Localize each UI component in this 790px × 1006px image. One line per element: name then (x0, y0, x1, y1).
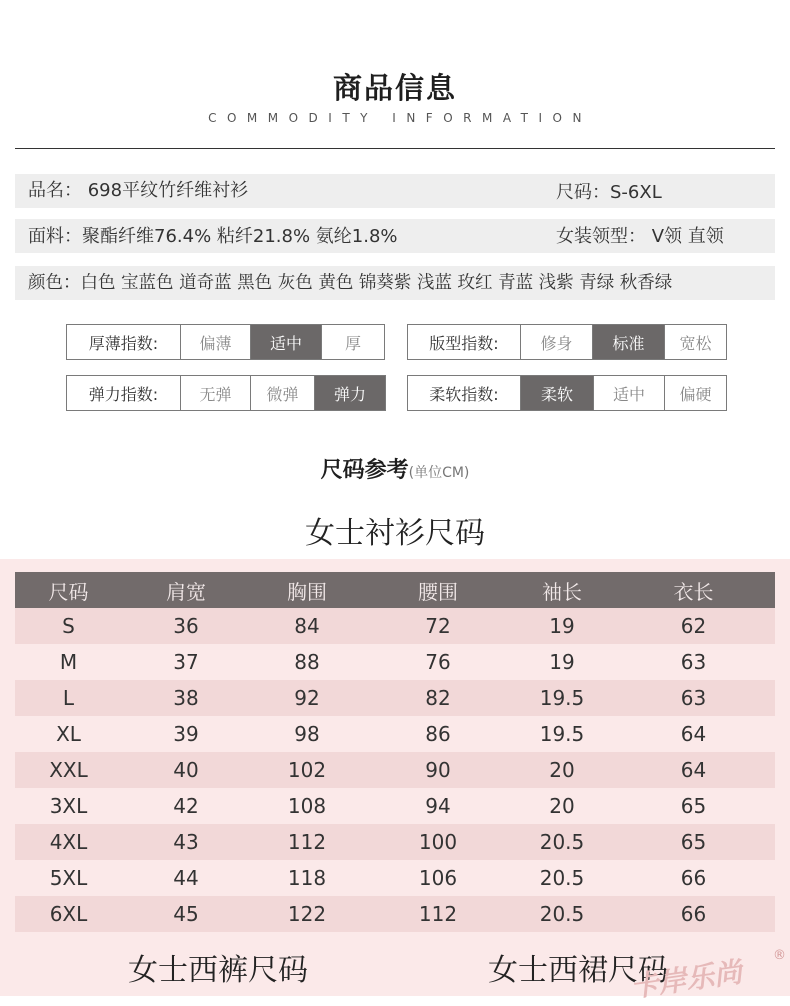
size-range: 尺码：S-6XL (556, 182, 662, 203)
table-cell: 42 (122, 788, 250, 824)
index-option-selected: 适中 (250, 325, 321, 359)
table-cell: 66 (612, 896, 775, 932)
index-label: 版型指数: (429, 333, 499, 353)
table-cell: 86 (364, 716, 512, 752)
table-row (15, 824, 775, 860)
size-unit: (单位CM) (408, 465, 470, 481)
table-header-row (15, 572, 775, 608)
table-row (15, 752, 775, 788)
table-cell: 82 (364, 680, 512, 716)
table-row (15, 896, 775, 932)
shirt-size-title: 女士衬衫尺码 (305, 516, 485, 551)
table-cell: XL (15, 716, 122, 752)
column-header: 尺码 (15, 572, 122, 608)
index-option: 无弹 (180, 376, 250, 410)
table-cell: S (15, 608, 122, 644)
table-cell: 63 (612, 680, 775, 716)
table-cell: L (15, 680, 122, 716)
table-cell: 19 (512, 608, 612, 644)
table-cell: 6XL (15, 896, 122, 932)
table-cell: 19.5 (512, 680, 612, 716)
table-cell: 20 (512, 752, 612, 788)
index-option: 偏硬 (664, 376, 726, 410)
table-cell: 76 (364, 644, 512, 680)
table-cell: 38 (122, 680, 250, 716)
index-option: 偏薄 (180, 325, 250, 359)
table-cell: 66 (612, 860, 775, 896)
size-reference-heading (0, 453, 790, 484)
table-cell: 118 (250, 860, 364, 896)
colors: 颜色：白色 宝蓝色 道奇蓝 黑色 灰色 黄色 锦葵紫 浅蓝 玫红 青蓝 浅紫 青绿 秋香绿 (28, 273, 673, 293)
table-cell: 4XL (15, 824, 122, 860)
column-header: 胸围 (250, 572, 364, 608)
table-cell: 88 (250, 644, 364, 680)
table-cell: 37 (122, 644, 250, 680)
table-cell: 112 (250, 824, 364, 860)
column-header: 腰围 (364, 572, 512, 608)
index-option: 微弹 (250, 376, 314, 410)
elasticity-index (66, 375, 386, 411)
table-cell: 20.5 (512, 896, 612, 932)
index-option-selected: 弹力 (314, 376, 385, 410)
column-header: 袖长 (512, 572, 612, 608)
table-cell: 122 (250, 896, 364, 932)
fit-index (407, 324, 727, 360)
divider (15, 148, 775, 149)
table-cell: 44 (122, 860, 250, 896)
index-label: 厚薄指数: (88, 333, 159, 353)
table-row (15, 644, 775, 680)
index-option: 适中 (593, 376, 664, 410)
table-cell: 62 (612, 608, 775, 644)
table-cell: 72 (364, 608, 512, 644)
table-cell: 40 (122, 752, 250, 788)
thickness-index (66, 324, 385, 360)
pants-size-title: 女士西裤尺码 (128, 953, 308, 988)
size-reference-title: 尺码参考 (320, 458, 409, 483)
index-option: 修身 (520, 325, 592, 359)
table-cell: 39 (122, 716, 250, 752)
table-cell: 3XL (15, 788, 122, 824)
column-header: 衣长 (612, 572, 775, 608)
table-cell: 106 (364, 860, 512, 896)
material: 面料：聚酯纤维76.4% 粘纤21.8% 氨纶1.8% (28, 226, 398, 247)
table-cell: 94 (364, 788, 512, 824)
table-row (15, 680, 775, 716)
index-label: 柔软指数: (429, 384, 499, 404)
softness-index (407, 375, 727, 411)
column-header: 肩宽 (122, 572, 250, 608)
skirt-size-title: 女士西裙尺码 (488, 953, 668, 988)
table-cell: 65 (612, 824, 775, 860)
shirt-size-table (15, 572, 775, 932)
table-row (15, 608, 775, 644)
index-option-selected: 标准 (592, 325, 664, 359)
page-subtitle: COMMODITY INFORMATION (208, 111, 592, 125)
table-cell: XXL (15, 752, 122, 788)
product-name: 品名： 698平纹竹纤维衬衫 (28, 180, 249, 201)
table-cell: 84 (250, 608, 364, 644)
index-option: 厚 (321, 325, 384, 359)
index-option: 宽松 (664, 325, 726, 359)
table-body (15, 608, 775, 932)
index-label: 弹力指数: (88, 384, 159, 404)
index-option-selected: 柔软 (520, 376, 593, 410)
registered-mark: ® (773, 948, 786, 963)
table-cell: 36 (122, 608, 250, 644)
collar-type: 女装领型： V领 直领 (556, 226, 724, 247)
table-cell: 20.5 (512, 860, 612, 896)
table-cell: 65 (612, 788, 775, 824)
table-cell: 100 (364, 824, 512, 860)
table-row (15, 716, 775, 752)
table-cell: 19.5 (512, 716, 612, 752)
table-cell: 45 (122, 896, 250, 932)
brand-watermark: 卡岸乐尚 (628, 955, 744, 1004)
table-cell: 20 (512, 788, 612, 824)
table-cell: 102 (250, 752, 364, 788)
table-cell: 112 (364, 896, 512, 932)
table-row (15, 860, 775, 896)
table-cell: 64 (612, 716, 775, 752)
table-cell: 20.5 (512, 824, 612, 860)
table-cell: 43 (122, 824, 250, 860)
table-cell: M (15, 644, 122, 680)
table-cell: 19 (512, 644, 612, 680)
table-cell: 92 (250, 680, 364, 716)
page-title: 商品信息 (332, 71, 457, 105)
table-cell: 90 (364, 752, 512, 788)
table-row (15, 788, 775, 824)
table-cell: 98 (250, 716, 364, 752)
table-cell: 5XL (15, 860, 122, 896)
table-cell: 64 (612, 752, 775, 788)
table-cell: 63 (612, 644, 775, 680)
table-cell: 108 (250, 788, 364, 824)
